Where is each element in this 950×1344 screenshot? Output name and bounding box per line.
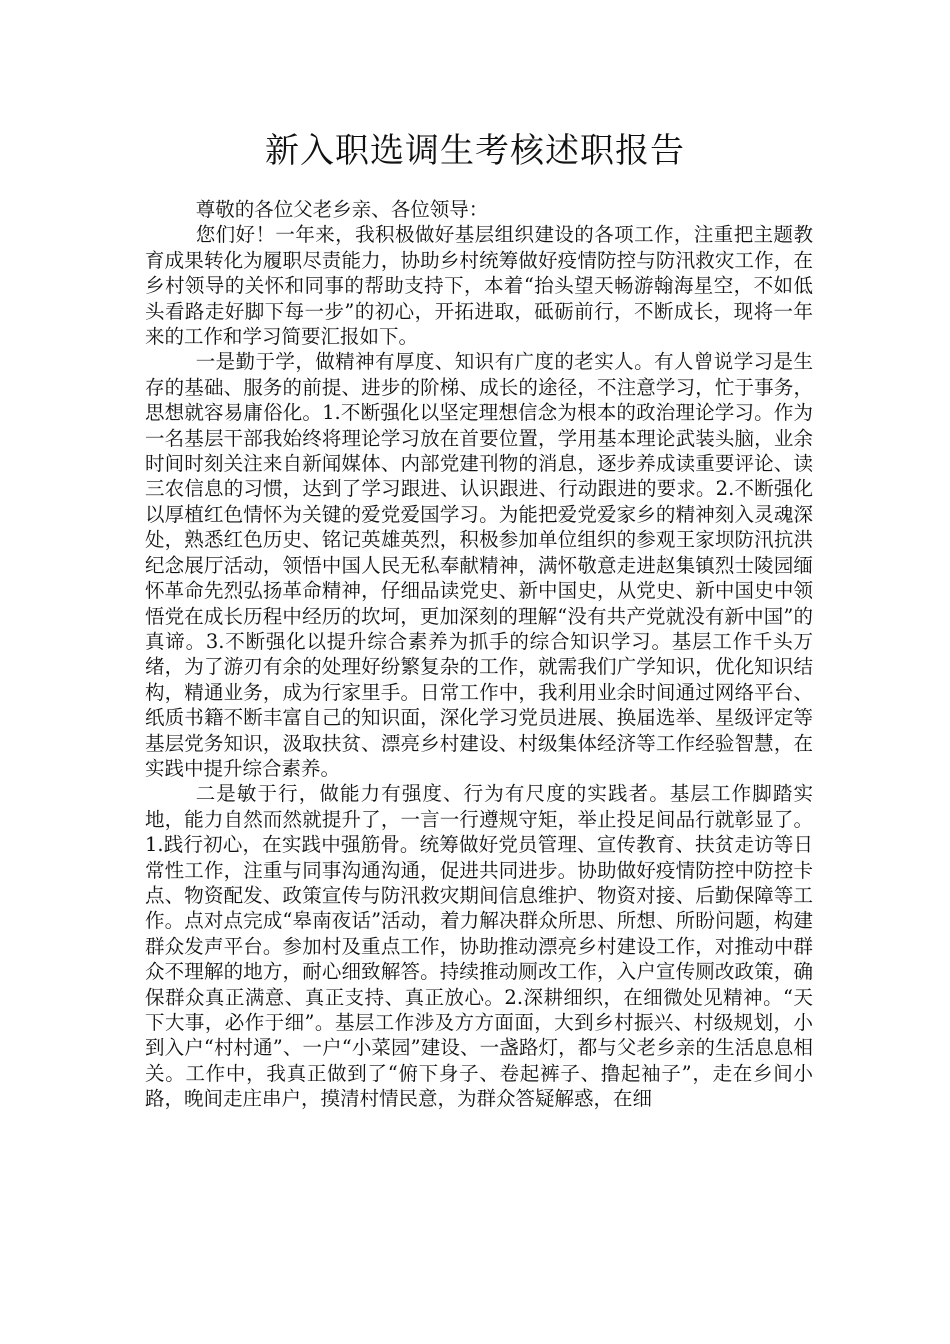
document-body xyxy=(145,197,813,1112)
salutation-paragraph: 尊敬的各位父老乡亲、各位领导： xyxy=(195,198,489,221)
intro-paragraph: 您们好！一年来，我积极做好基层组织建设的各项工作，注重把主题教育成果转化为履职尽责能力，协助乡村统筹做好疫情防控与防汛救灾工作，在乡村领导的关怀和同事的帮助支持下，本着“抬头望天畅游翰海星空，不如低头看路走好脚下每一步”的初心，开拓进取，砥砺前行，不断成长，现将一年来的工作和学习简要汇报如下。 xyxy=(145,223,813,349)
document-title: 新入职选调生考核述职报告 xyxy=(265,131,685,171)
study-paragraph: 一是勤于学，做精神有厚度、知识有广度的老实人。有人曾说学习是生存的基础、服务的前提、进步的阶梯、成长的途径，不注意学习，忙于事务，思想就容易庸俗化。1.不断强化以坚定理想信念为根本的政治理论学习。作为一名基层干部我始终将理论学习放在首要位置，学用基本理论武装头脑，业余时间时刻关注来自新闻媒体、内部党建刊物的消息，逐步养成读重要评论、读三农信息的习惯，达到了学习跟进、认识跟进、行动跟进的要求。2.不断强化以厚植红色情怀为关键的爱党爱国学习。为能把爱党爱家乡的精神刻入灵魂深处，熟悉红色历史、铭记英雄英烈，积极参加单位组织的参观王家坝防汛抗洪纪念展厅活动，领悟中国人民无私奉献精神，满怀敬意走进赵集镇烈士陵园缅怀革命先烈弘扬革命精神，仔细品读党史、新中国史，从党史、新中国史中领悟党在成长历程中经历的坎坷，更加深刻的理解“没有共产党就没有新中国”的真谛。3.不断强化以提升综合素养为抓手的综合知识学习。基层工作千头万绪，为了游刃有余的处理好纷繁复杂的工作，就需我们广学知识，优化知识结构，精通业务，成为行家里手。日常工作中，我利用业余时间通过网络平台、纸质书籍不断丰富自己的知识面，深化学习党员进展、换届选举、星级评定等基层党务知识，汲取扶贫、漂亮乡村建设、村级集体经济等工作经验智慧，在实践中提升综合素养。 xyxy=(145,350,813,780)
practice-paragraph: 二是敏于行，做能力有强度、行为有尺度的实践者。基层工作脚踏实地，能力自然而然就提升了，一言一行遵规守矩，举止投足间品行就彰显了。1.践行初心，在实践中强筋骨。统筹做好党员管理、宣传教育、扶贫走访等日常性工作，注重与同事沟通沟通，促进共同进步。协助做好疫情防控中防控卡点、物资配发、政策宣传与防汛救灾期间信息维护、物资对接、后勤保障等工作。点对点完成“皋南夜话”活动，着力解决群众所思、所想、所盼问题，构建群众发声平台。参加村及重点工作，协助推动漂亮乡村建设工作，对推动中群众不理解的地方，耐心细致解答。持续推动厕改工作，入户宣传厕改政策，确保群众真正满意、真正支持、真正放心。2.深耕细织，在细微处见精神。“天下大事，必作于细”。基层工作涉及方方面面，大到乡村振兴、村级规划，小到入户“村村通”、一户“小菜园”建设、一盏路灯，都与父老乡亲的生活息息相关。工作中，我真正做到了“俯下身子、卷起裤子、撸起袖子”，走在乡间小路，晚间走庄串户，摸清村情民意，为群众答疑解惑，在细 xyxy=(145,782,813,1111)
